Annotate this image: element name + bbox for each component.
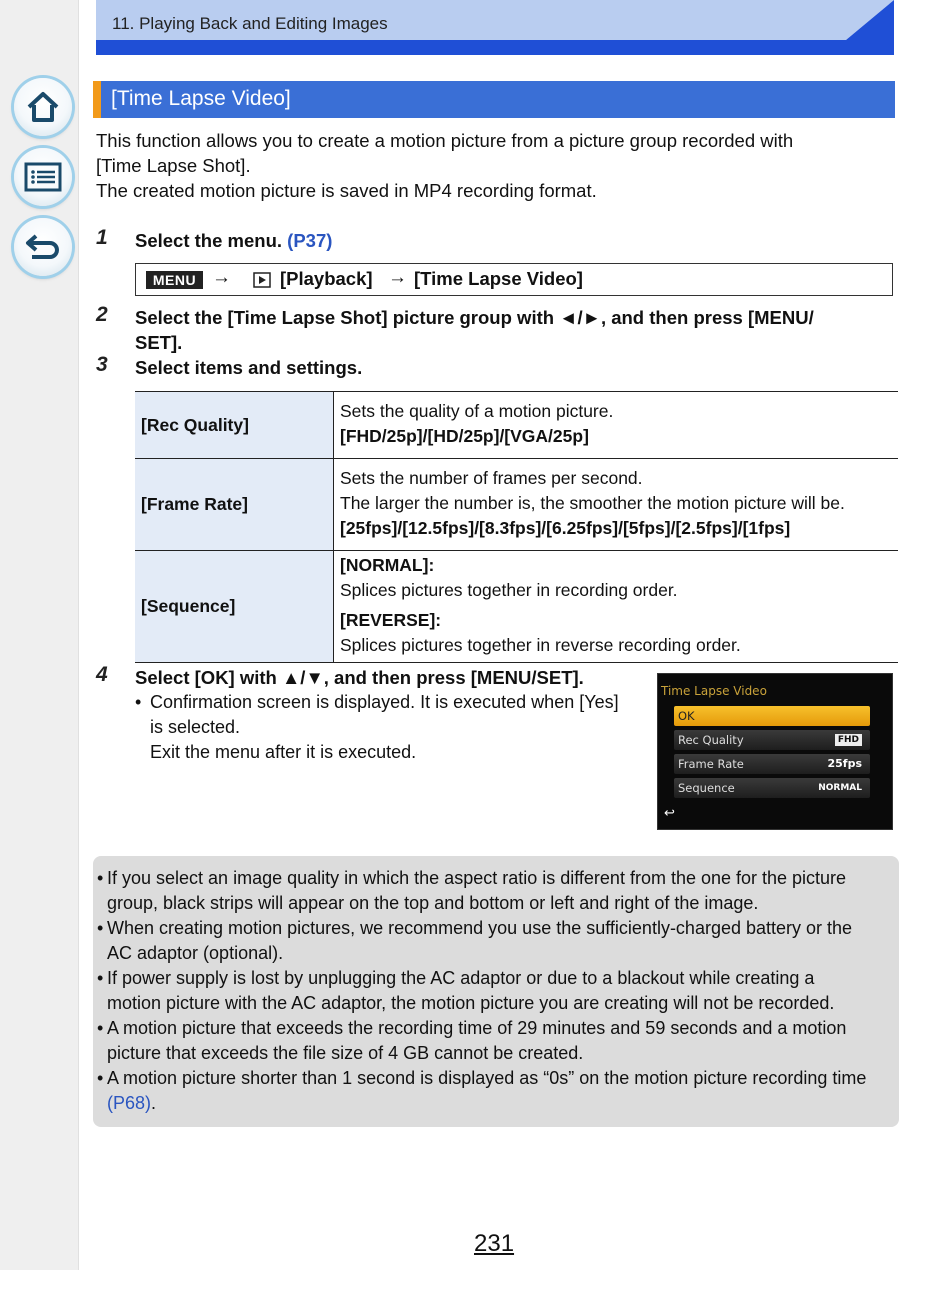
list-item xyxy=(97,916,889,966)
camera-row-label: Rec Quality xyxy=(678,733,744,747)
camera-menu-row xyxy=(674,730,870,750)
page-number: 231 xyxy=(474,1230,515,1257)
table-row xyxy=(135,551,898,663)
arrow: → xyxy=(388,267,407,288)
desc-line: Sets the quality of a motion picture. xyxy=(340,401,614,421)
bullet-dot: • xyxy=(135,692,142,712)
home-button[interactable] xyxy=(14,78,72,136)
contents-button[interactable] xyxy=(14,148,72,206)
note-line: A motion picture shorter than 1 second is displayed as “0s” on the motion picture recording time xyxy=(107,1068,867,1088)
intro-line: This function allows you to create a motion picture from a picture group recorded with xyxy=(96,130,794,151)
bullet-dot: • xyxy=(97,1018,104,1038)
note-line: If power supply is lost by unplugging the AC adaptor or due to a blackout while creating a xyxy=(107,968,815,988)
section-title: [Time Lapse Video] xyxy=(111,87,291,110)
desc-line: The larger the number is, the smoother the motion picture will be. xyxy=(340,493,845,513)
page-link-p68[interactable]: (P68) xyxy=(107,1093,152,1113)
notes-list xyxy=(93,856,899,1116)
setting-label: [Sequence] xyxy=(135,551,334,663)
note-line: A motion picture that exceeds the recording time of 29 minutes and 59 seconds and a motion xyxy=(107,1018,847,1038)
setting-description xyxy=(334,551,899,663)
table-row xyxy=(135,392,898,459)
note-line: group, black strips will appear on the top and bottom or left and right of the image. xyxy=(107,893,759,913)
camera-screen-title: Time Lapse Video xyxy=(661,684,767,698)
desc-options: [25fps]/[12.5fps]/[8.3fps]/[6.25fps]/[5fps]/[2.5fps]/[1fps] xyxy=(340,518,791,538)
desc-line: Sets the number of frames per second. xyxy=(340,468,643,488)
step-text xyxy=(135,305,895,355)
camera-menu-row xyxy=(674,778,870,798)
note-line: When creating motion pictures, we recommend you use the sufficiently-charged battery or the xyxy=(107,918,853,938)
note-line: motion picture with the AC adaptor, the motion picture you are creating will not be recorded. xyxy=(107,993,835,1013)
desc-options: [FHD/25p]/[HD/25p]/[VGA/25p] xyxy=(340,426,589,446)
home-icon xyxy=(25,90,61,124)
note-line xyxy=(107,1091,889,1116)
step-line: SET]. xyxy=(135,332,183,353)
step-number: 4 xyxy=(96,663,108,686)
menu-item: [Time Lapse Video] xyxy=(414,268,583,289)
bullet-dot: • xyxy=(97,1068,104,1088)
section-title-bar xyxy=(93,81,895,118)
back-icon xyxy=(24,232,62,262)
list-item xyxy=(97,1016,889,1066)
note-line: Exit the menu after it is executed. xyxy=(150,742,417,762)
camera-back-icon: ↩ xyxy=(664,806,675,821)
nav-sidebar xyxy=(0,0,79,1270)
setting-label: [Rec Quality] xyxy=(135,392,334,459)
back-button[interactable] xyxy=(14,218,72,276)
step-line: Select the [Time Lapse Shot] picture group with ◄/►, and then press [MENU/ xyxy=(135,307,814,328)
arrow: → xyxy=(212,267,231,288)
menu-path-box xyxy=(135,263,893,296)
chapter-header xyxy=(96,0,896,55)
note-line: Confirmation screen is displayed. It is executed when [Yes] xyxy=(150,692,619,712)
table-row xyxy=(135,459,898,551)
chapter-title: 11. Playing Back and Editing Images xyxy=(112,14,388,33)
step-label: Select the menu. xyxy=(135,230,283,251)
step-number: 1 xyxy=(96,226,108,249)
step-number: 3 xyxy=(96,353,108,376)
notes-box xyxy=(93,856,899,1127)
menu-list-icon xyxy=(24,162,62,192)
step-number: 2 xyxy=(96,303,108,326)
menu-playback: [Playback] xyxy=(280,268,373,289)
bullet-dot: • xyxy=(97,918,104,938)
step-text: Select items and settings. xyxy=(135,357,363,378)
camera-menu-ok xyxy=(674,706,870,726)
camera-row-value: NORMAL xyxy=(818,783,862,793)
camera-screen-image xyxy=(657,673,893,830)
setting-description xyxy=(334,459,899,551)
settings-table xyxy=(135,391,898,663)
note-line: is selected. xyxy=(150,717,241,737)
menu-button-icon: MENU xyxy=(146,271,203,289)
list-item xyxy=(97,966,889,1016)
desc-line: Splices pictures together in recording order. xyxy=(340,580,678,600)
bullet-dot: • xyxy=(97,868,104,888)
list-item xyxy=(135,690,645,765)
page-link-p37[interactable]: (P37) xyxy=(287,230,333,251)
desc-option-title: [NORMAL]: xyxy=(340,555,435,575)
camera-row-label: Frame Rate xyxy=(678,757,744,771)
note-line: picture that exceeds the file size of 4 GB cannot be created. xyxy=(107,1043,584,1063)
setting-label: [Frame Rate] xyxy=(135,459,334,551)
bullet-dot: • xyxy=(97,968,104,988)
camera-row-value: FHD xyxy=(835,734,862,746)
desc-option-title: [REVERSE]: xyxy=(340,610,442,630)
note-line: If you select an image quality in which the aspect ratio is different from the one for the picture xyxy=(107,868,847,888)
intro-paragraph xyxy=(96,128,896,203)
desc-line: Splices pictures together in reverse recording order. xyxy=(340,635,741,655)
camera-menu-row xyxy=(674,754,870,774)
step4-notes xyxy=(135,690,645,765)
step-text xyxy=(135,228,332,253)
playback-icon xyxy=(253,272,271,293)
intro-line: The created motion picture is saved in MP4 recording format. xyxy=(96,180,597,201)
section-accent xyxy=(93,81,101,118)
list-item xyxy=(97,1066,889,1116)
setting-description xyxy=(334,392,899,459)
camera-row-label: Sequence xyxy=(678,781,735,795)
note-tail: . xyxy=(151,1093,157,1113)
intro-line: [Time Lapse Shot]. xyxy=(96,155,251,176)
list-item xyxy=(97,866,889,916)
camera-row-label: OK xyxy=(678,709,695,723)
step-text: Select [OK] with ▲/▼, and then press [MENU/SET]. xyxy=(135,667,584,688)
camera-row-value: 25fps xyxy=(827,757,862,770)
note-line: AC adaptor (optional). xyxy=(107,943,284,963)
